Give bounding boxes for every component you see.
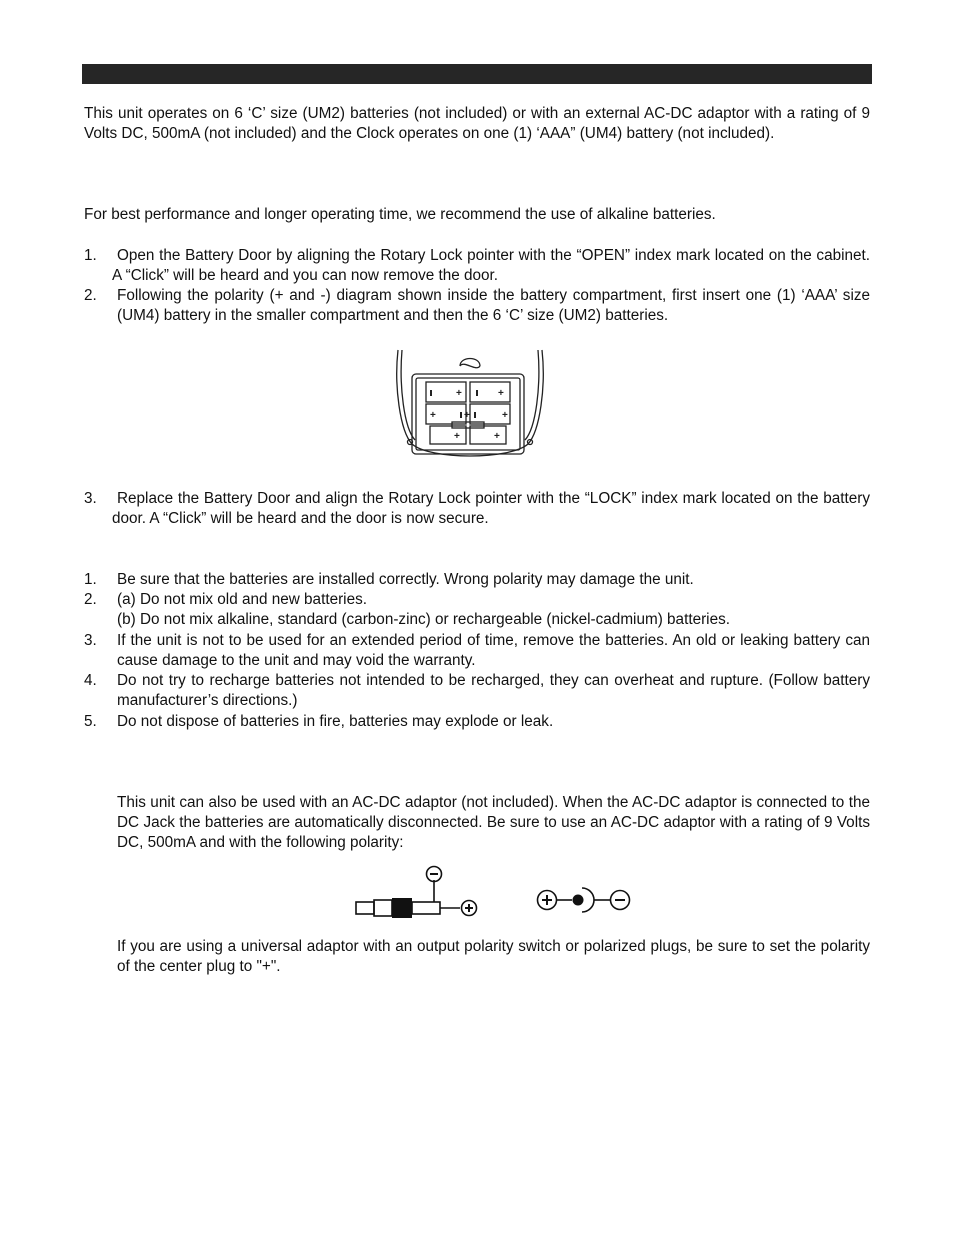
polarity-plus-mark: +	[456, 388, 462, 399]
step-text: Replace the Battery Door and align the Rotary Lock pointer with the “LOCK” index mark located on the battery door. A “Click” will be heard and the door is now secure.	[112, 490, 870, 528]
polarity-plus-mark: +	[430, 410, 436, 421]
precaution-text: If the unit is not to be used for an extended period of time, remove the batteries. An old or leaking battery can cause damage to the unit and may void the warranty.	[117, 632, 870, 670]
step-number: 1.	[84, 247, 97, 264]
battery-compartment-illustration	[390, 346, 550, 468]
precaution-2	[84, 590, 870, 630]
polarity-plus-mark: +	[498, 388, 504, 399]
step-text: Following the polarity (+ and -) diagram shown inside the battery compartment, first insert one (1) ‘AAA’ size (UM4) battery in the smaller compartment and then the 6 ‘C’ size (UM2) batteries.	[117, 287, 870, 325]
precaution-text-b: (b) Do not mix alkaline, standard (carbon-zinc) or rechargeable (nickel-cadmium) batteries.	[117, 611, 730, 629]
polarity-plus-mark: +	[494, 431, 500, 442]
alkaline-recommendation: For best performance and longer operating time, we recommend the use of alkaline batteries.	[84, 206, 716, 223]
polarity-plus-mark: +	[464, 410, 470, 421]
precaution-text: Be sure that the batteries are installed correctly. Wrong polarity may damage the unit.	[117, 571, 694, 588]
intro-paragraph: This unit operates on 6 ‘C’ size (UM2) batteries (not included) or with an external AC-DC adaptor with a rating of 9 Volts DC, 500mA (not included) and the Clock operates on one (1) ‘AAA” (UM4) battery (not included).	[84, 105, 870, 143]
step-number: 3.	[84, 490, 97, 507]
precaution-4	[84, 671, 870, 711]
precaution-text-a: (a) Do not mix old and new batteries.	[117, 591, 367, 608]
center-positive-polarity-icon	[532, 884, 636, 916]
install-step-2	[84, 286, 870, 326]
universal-adaptor-paragraph: If you are using a universal adaptor with an output polarity switch or polarized plugs, be sure to set the polarity of the center plug to "+".	[117, 938, 870, 976]
section-header-bar	[82, 64, 872, 84]
step-text: Open the Battery Door by aligning the Rotary Lock pointer with the “OPEN” index mark located on the cabinet. A “Click” will be heard and you can now remove the door.	[112, 247, 870, 285]
precaution-1	[84, 570, 870, 590]
precaution-number: 3.	[84, 632, 97, 649]
install-step-1	[84, 246, 870, 286]
precaution-3	[84, 631, 870, 671]
precaution-number: 1.	[84, 571, 97, 588]
precaution-number: 5.	[84, 713, 97, 730]
adaptor-paragraph: This unit can also be used with an AC-DC adaptor (not included). When the AC-DC adaptor is connected to the DC Jack the batteries are automatically disconnected. Be sure to use an AC-DC adaptor with a rating of 9 Volts DC, 500mA and with the following polarity:	[117, 794, 870, 852]
step-number: 2.	[84, 287, 97, 304]
precaution-number: 2.	[84, 591, 97, 608]
polarity-plus-mark: +	[502, 410, 508, 421]
precaution-text: Do not try to recharge batteries not intended to be recharged, they can overheat and rupture. (Follow battery manufacturer’s directions.)	[117, 672, 870, 710]
precaution-number: 4.	[84, 672, 97, 689]
install-step-3	[84, 489, 870, 529]
polarity-plus-mark: +	[454, 431, 460, 442]
precaution-text: Do not dispose of batteries in fire, batteries may explode or leak.	[117, 713, 554, 730]
dc-plug-polarity-icon	[352, 864, 482, 920]
precaution-5	[84, 712, 870, 732]
